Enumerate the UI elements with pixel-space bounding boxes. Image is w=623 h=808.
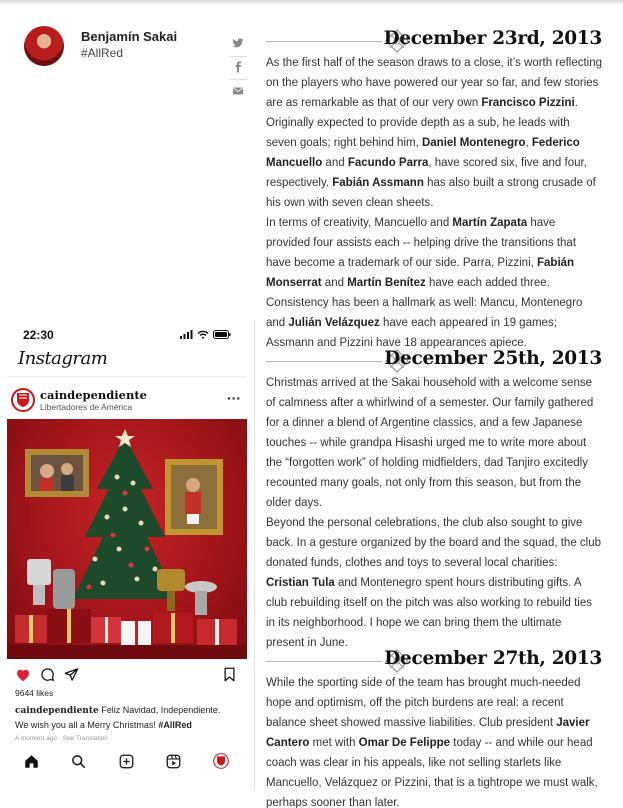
entry-date: December 23rd, 2013 (383, 28, 602, 49)
crest-icon (16, 392, 30, 408)
account-name[interactable]: caindependiente (40, 388, 147, 402)
post-caption (15, 703, 243, 732)
mail-icon (232, 85, 244, 97)
status-time: 22:30 (23, 328, 54, 342)
player-name: Fabián Assmann (332, 177, 424, 189)
nav-home[interactable] (21, 751, 41, 771)
player-name: Francisco Pizzini (481, 97, 575, 109)
author-name[interactable]: Benjamín Sakai (81, 29, 178, 44)
battery-icon (213, 330, 231, 339)
entry-date: December 27th, 2013 (384, 648, 602, 669)
instagram-post (7, 320, 247, 790)
column-divider (254, 320, 255, 790)
player-name: Facundo Parra (347, 157, 429, 169)
see-translation-link[interactable]: See Translation (62, 735, 108, 742)
twitter-icon (232, 37, 244, 49)
reels-icon (166, 754, 181, 769)
nav-reels[interactable] (163, 751, 183, 771)
wifi-icon (197, 330, 209, 339)
author-hashtag[interactable]: #AllRed (81, 46, 124, 60)
entry-paragraph: Beyond the personal celebrations, the club also sought to give back. In a gesture organized by the board and the squad, the club donated funds, clothes and toys to several local charities: Cristian Tula and Montenegro spent hours distributing gifts. A club rebuilding itself on the pitch was also working to rebuild ties in its neighborhood. I hope we can bring them the ultimate present in June. (266, 517, 602, 649)
status-icons (180, 330, 231, 339)
signal-icon (180, 330, 193, 339)
instagram-logo[interactable]: Instagram (18, 348, 108, 369)
entry-paragraph: As the first half of the season draws to a close, it’s worth reflecting on the players who have powered our year so far, and few stories are as remarkable as that of our very own Francisco Pizzini. Originally expected to provide depth as a sub, he leads with seven goals; right behind him, Daniel Montenegro, Federico Mancuello and Facundo Parra, have scored six, five and four, respectively. Fabián Assmann has also built a strong crusade of his own with seven clean sheets. (266, 57, 603, 209)
heart-icon[interactable] (15, 667, 31, 682)
divider (266, 41, 382, 42)
comment-icon[interactable] (40, 667, 55, 682)
divider (266, 661, 382, 662)
divider (7, 376, 247, 377)
facebook-icon (232, 61, 244, 73)
avatar[interactable] (24, 26, 64, 66)
bookmark-icon[interactable] (223, 667, 236, 682)
share-twitter-button[interactable] (228, 33, 248, 53)
send-icon[interactable] (64, 667, 79, 682)
player-name: Omar De Felippe (358, 737, 451, 749)
club-crest-icon[interactable] (11, 388, 35, 412)
more-options-icon[interactable]: ··· (227, 390, 241, 406)
post-actions (7, 666, 247, 684)
entry-date: December 25th, 2013 (384, 348, 602, 369)
divider (266, 361, 382, 362)
plus-square-icon (119, 754, 134, 769)
share-facebook-button[interactable] (228, 57, 248, 77)
top-shadow (0, 0, 623, 5)
entry-header (266, 648, 602, 672)
search-icon (71, 754, 86, 769)
caption-text: Feliz Navidad, Independiente. (101, 705, 221, 715)
like-count[interactable]: 9644 likes (15, 688, 54, 698)
post-meta: A moment ago · See Translation (15, 735, 108, 742)
nav-create[interactable] (116, 751, 136, 771)
player-name: Cristian Tula (266, 577, 335, 589)
caption-username[interactable]: caindependiente (15, 706, 99, 716)
player-name: Julián Velázquez (288, 317, 380, 329)
profile-crest-icon (213, 753, 229, 769)
player-name: Javier Cantero (266, 717, 590, 749)
player-name: Federico Mancuello (266, 137, 580, 169)
player-name: Fabián Monserrat (266, 257, 575, 289)
entry-paragraph: Christmas arrived at the Sakai household with a welcome sense of calmness after a whirlwind of a semester. Our family gathered for a dinner a blend of Argentine classics, and a few Japanese touches -- while grandpa Hisashi urged me to write more about the “forgotten work” of holding midfielders, dad Tanjiro excitedly recounted many goals, not only from this season, but from the older days. (266, 377, 594, 509)
share-mail-button[interactable] (228, 81, 248, 101)
bottom-nav (7, 751, 247, 775)
player-name: Martín Zapata (452, 217, 528, 229)
entry-paragraph: In terms of creativity, Mancuello and Martín Zapata have provided four assists each -- helping drive the transitions that have become a trademark of our side. Parra, Pizzini, Fabián Monserrat and Martín Benítez have each added three. Consistency has been a hallmark as well: Mancu, Montenegro and Julián Velázquez have each appeared in 19 games; Assmann and Pizzini have 18 appearances apiece. (266, 217, 583, 349)
player-name: Martín Benítez (347, 277, 426, 289)
entry-paragraph: While the sporting side of the team has brought much-needed hope and optimism, off the pitch burdens are real: a recent balance sheet showed massive liabilities. Club president Javier Cantero met with Omar De Felippe today -- and while our head coach was clear in his appeals, like not selling starlets like Mancuello, Velázquez or Pizzini, that is a tightrope we must walk, perhaps sooner than later. (266, 677, 598, 808)
caption-line-2: We wish you all a Merry Christmas! (15, 720, 156, 730)
player-name: Daniel Montenegro (421, 137, 526, 149)
post-timestamp: A moment ago (15, 735, 57, 742)
caption-hashtag[interactable]: #AllRed (158, 720, 192, 730)
nav-profile[interactable] (211, 751, 231, 771)
divider (229, 79, 247, 80)
home-icon (24, 754, 39, 769)
photo-illustration (7, 419, 247, 659)
nav-search[interactable] (68, 751, 88, 771)
entry-header (266, 348, 602, 372)
entry-header (266, 28, 602, 52)
location[interactable]: Libertadores de América (40, 402, 133, 412)
christmas-tree-photo[interactable] (7, 419, 247, 659)
